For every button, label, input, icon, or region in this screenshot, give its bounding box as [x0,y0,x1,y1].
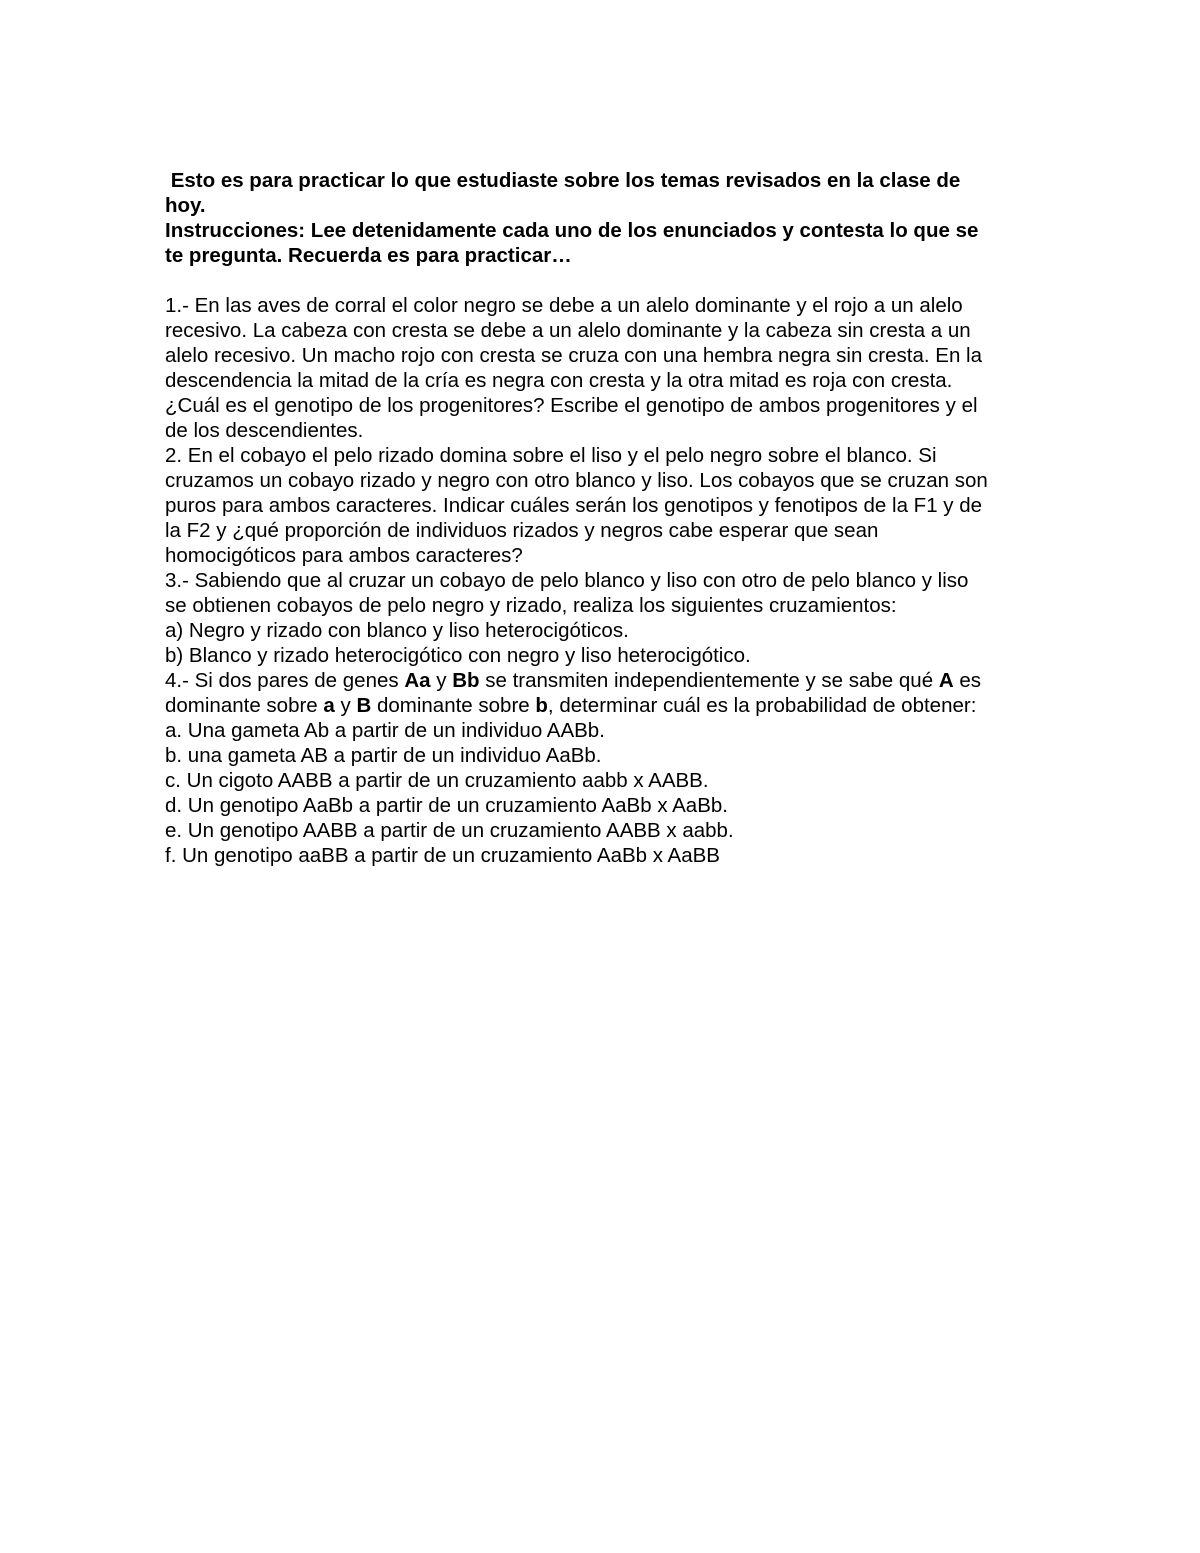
instructions-line: te pregunta. Recuerda es para practicar… [165,244,572,267]
document-page [165,168,1045,868]
intro-line: hoy. [165,194,206,217]
text-run: y [334,694,357,717]
question-2-line: cruzamos un cobayo rizado y negro con otro blanco y liso. Los cobayos que se cruzan son [165,469,988,492]
question-3-line: se obtienen cobayos de pelo negro y rizado, realiza los siguientes cruzamientos: [165,594,897,617]
question-3-item: b) Blanco y rizado heterocigótico con negro y liso heterocigótico. [165,644,751,667]
question-1-line: alelo recesivo. Un macho rojo con cresta se cruza con una hembra negra sin cresta. En la [165,344,982,367]
allele-label: A [938,669,954,692]
text-run: es [953,669,981,692]
text-run: , determinar cuál es la probabilidad de obtener: [547,694,977,717]
question-4-item: d. Un genotipo AaBb a partir de un cruzamiento AaBb x AaBb. [165,794,728,817]
question-3 [165,568,1045,668]
question-4-item: a. Una gameta Ab a partir de un individuo AABb. [165,719,605,742]
question-3-line: 3.- Sabiendo que al cruzar un cobayo de pelo blanco y liso con otro de pelo blanco y liso [165,569,969,592]
question-2-line: 2. En el cobayo el pelo rizado domina sobre el liso y el pelo negro sobre el blanco. Si [165,444,937,467]
instructions-line: Instrucciones: Lee detenidamente cada uno de los enunciados y contesta lo que se [165,219,979,242]
text-run: dominante sobre [165,694,324,717]
gene-label: Aa [404,669,431,692]
question-2-line: puros para ambos caracteres. Indicar cuáles serán los genotipos y fenotipos de la F1 y de [165,494,983,517]
blank-line [165,268,1045,293]
question-1-line: recesivo. La cabeza con cresta se debe a un alelo dominante y la cabeza sin cresta a un [165,319,971,342]
question-3-item: a) Negro y rizado con blanco y liso heterocigóticos. [165,619,629,642]
question-2-line: homocigóticos para ambos caracteres? [165,544,523,567]
text-run: y [430,669,453,692]
question-2 [165,443,1045,568]
question-1-line: ¿Cuál es el genotipo de los progenitores? Escribe el genotipo de ambos progenitores y el [165,394,978,417]
question-4-item: e. Un genotipo AABB a partir de un cruzamiento AABB x aabb. [165,819,734,842]
question-2-line: la F2 y ¿qué proporción de individuos rizados y negros cabe esperar que sean [165,519,879,542]
question-4-item: f. Un genotipo aaBB a partir de un cruzamiento AaBb x AaBB [165,844,720,867]
question-1-line: 1.- En las aves de corral el color negro se debe a un alelo dominante y el rojo a un alelo [165,294,963,317]
intro-block [165,168,1045,268]
text-run: 4.- Si dos pares de genes [165,669,405,692]
question-4-item: b. una gameta AB a partir de un individuo AaBb. [165,744,602,767]
question-4 [165,668,1045,868]
allele-label: b [535,694,548,717]
question-1 [165,293,1045,443]
question-4-line [165,668,1045,693]
allele-label: a [323,694,335,717]
allele-label: B [356,694,372,717]
question-1-line: de los descendientes. [165,419,364,442]
question-4-item: c. Un cigoto AABB a partir de un cruzamiento aabb x AABB. [165,769,709,792]
intro-line: Esto es para practicar lo que estudiaste sobre los temas revisados en la clase de [165,169,961,192]
question-4-line [165,693,1045,718]
question-1-line: descendencia la mitad de la cría es negra con cresta y la otra mitad es roja con cresta. [165,369,953,392]
text-run: se transmiten independientemente y se sabe qué [479,669,939,692]
gene-label: Bb [452,669,480,692]
text-run: dominante sobre [371,694,536,717]
